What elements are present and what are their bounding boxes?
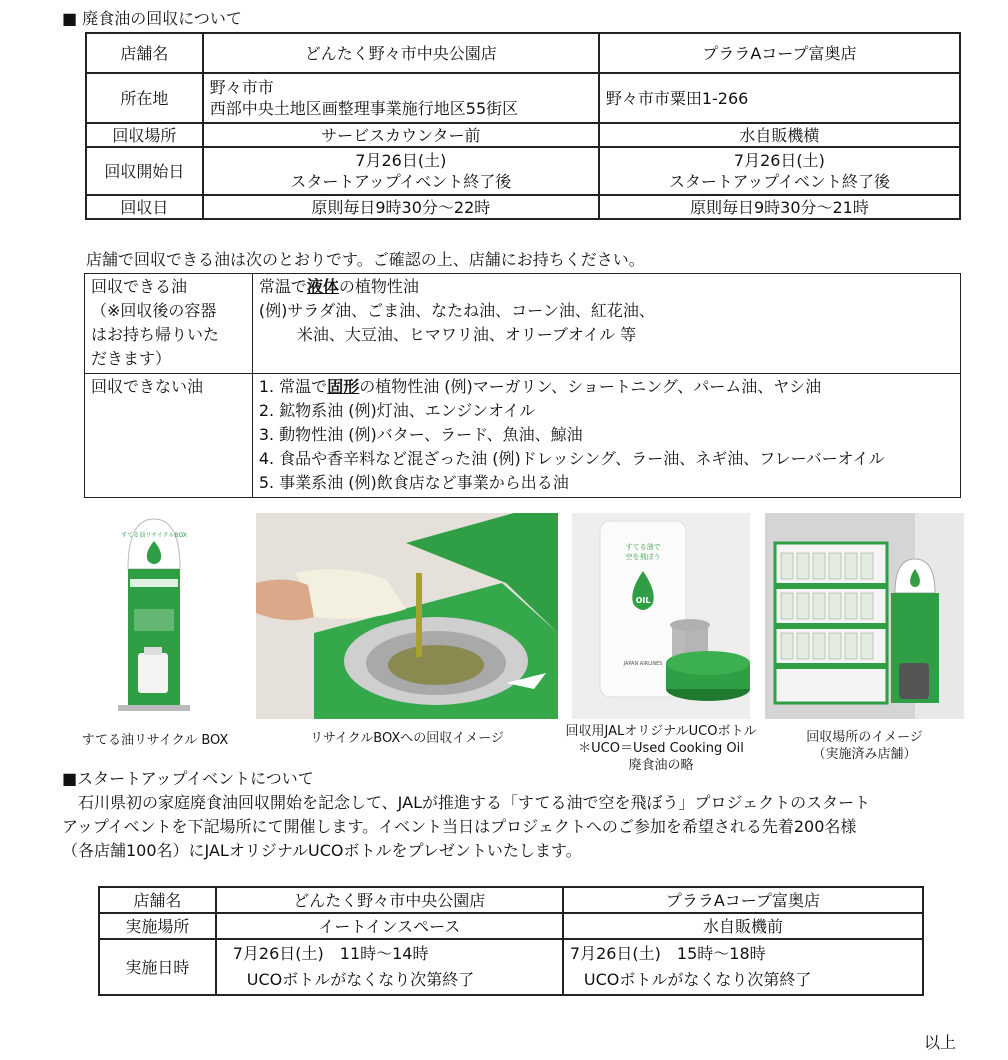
ng-line-5: 5. 事業系油 (例)飲食店など事業から出る油 xyxy=(258,473,569,492)
ng-line-1 xyxy=(259,375,954,399)
store-b-address: 野々市市粟田1-266 xyxy=(599,73,960,123)
caption-bottle-line3: 廃食油の略 xyxy=(628,758,694,773)
ok-label-line: （※回収後の容器 xyxy=(91,301,217,320)
ng-line-1-post: の植物性油 (例)マーガリン、ショートニング、パーム油、ヤシ油 xyxy=(359,377,822,396)
event-label-place: 実施場所 xyxy=(99,913,216,939)
event-store-b-date: 7月26日(土) 15時～18時 xyxy=(569,944,766,963)
ng-line-3: 3. 動物性油 (例)バター、ラード、魚油、鯨油 xyxy=(258,425,583,444)
store-a-location: サービスカウンター前 xyxy=(203,123,599,147)
store-b-start-note: スタートアップイベント終了後 xyxy=(668,172,890,191)
table-row xyxy=(99,939,923,995)
store-a-days: 原則毎日9時30分～22時 xyxy=(203,195,599,219)
event-label-datetime: 実施日時 xyxy=(99,939,216,995)
uco-bottle-image xyxy=(572,513,750,719)
caption-bottle xyxy=(548,723,774,774)
ok-line-1-pre: 常温で xyxy=(258,277,307,296)
bottle-oil-badge: OIL xyxy=(635,596,651,605)
event-description-line3: （各店舗100名）にJALオリジナルUCOボトルをプレゼントいたします。 xyxy=(62,841,582,860)
store-b-location: 水自販機横 xyxy=(599,123,960,147)
store-a-name: どんたく野々市中央公園店 xyxy=(203,33,599,73)
event-store-a-datetime xyxy=(216,939,563,995)
event-store-b-datetime xyxy=(563,939,923,995)
event-store-b-name: プララAコープ富奥店 xyxy=(563,887,923,913)
store-b-days: 原則毎日9時30分～21時 xyxy=(599,195,960,219)
ng-oil-label: 回収できない油 xyxy=(85,374,253,498)
ok-oil-label xyxy=(85,274,253,374)
bottle-text-2: 空を飛ぼう xyxy=(625,553,661,561)
ok-line-1 xyxy=(259,275,954,299)
table-row xyxy=(86,147,960,195)
event-store-a-date: 7月26日(土) 11時～14時 xyxy=(232,944,429,963)
event-store-a-place: イートインスペース xyxy=(216,913,563,939)
event-store-b-note: UCOボトルがなくなり次第終了 xyxy=(583,970,812,989)
event-store-a-note: UCOボトルがなくなり次第終了 xyxy=(246,970,475,989)
ok-line-3: 米油、大豆油、ヒマワリ油、オリーブオイル 等 xyxy=(296,325,637,344)
ng-line-1-emphasis: 固形 xyxy=(327,377,360,396)
table-row xyxy=(86,73,960,123)
ng-oil-content xyxy=(252,374,960,498)
ok-label-line: だきます） xyxy=(91,349,172,368)
collection-table xyxy=(85,32,961,220)
recycle-box-image xyxy=(104,513,202,719)
bottle-text-1: すてる油で xyxy=(625,543,661,551)
store-a-address-line2: 西部中央土地区画整理事業施行地区55街区 xyxy=(209,99,519,118)
store-a-start-note: スタートアップイベント終了後 xyxy=(290,172,512,191)
section-heading-startup-event: ■スタートアップイベントについて xyxy=(62,769,314,788)
caption-bottle-line2: ＊UCO＝Used Cooking Oil xyxy=(578,741,744,756)
table-row xyxy=(85,374,961,498)
ng-line-2: 2. 鉱物系油 (例)灯油、エンジンオイル xyxy=(258,401,536,420)
caption-location-line1: 回収場所のイメージ xyxy=(806,730,923,745)
ok-label-line: 回収できる油 xyxy=(91,277,188,296)
section-heading-oil-collection: ■ 廃食油の回収について xyxy=(62,9,242,28)
table-row xyxy=(99,913,923,939)
event-store-a-name: どんたく野々市中央公園店 xyxy=(216,887,563,913)
caption-pouring: リサイクルBOXへの回収イメージ xyxy=(310,731,504,746)
label-address: 所在地 xyxy=(86,73,203,123)
ok-oil-content xyxy=(252,274,960,374)
store-b-start xyxy=(599,147,960,195)
pouring-oil-image xyxy=(256,513,558,719)
event-description-line2: アップイベントを下記場所にて開催します。イベント当日はプロジェクトへのご参加を希望される先着200名様 xyxy=(62,817,857,836)
store-a-address xyxy=(203,73,599,123)
ok-line-1-post: の植物性油 xyxy=(338,277,419,296)
event-table xyxy=(98,886,924,996)
caption-location xyxy=(765,729,964,763)
oil-intro-text: 店舗で回収できる油は次のとおりです。ご確認の上、店舗にお持ちください。 xyxy=(86,250,645,269)
bottle-airline-text: JAPAN AIRLINES xyxy=(623,661,663,667)
ok-line-1-emphasis: 液体 xyxy=(306,277,339,296)
event-description xyxy=(62,791,992,863)
event-store-b-place: 水自販機前 xyxy=(563,913,923,939)
ok-label-line: はお持ち帰りいた xyxy=(91,325,220,344)
ng-line-4: 4. 食品や香辛料など混ざった油 (例)ドレッシング、ラー油、ネギ油、フレーバーオイル xyxy=(258,449,885,468)
closing-text: 以上 xyxy=(924,1033,957,1052)
table-row xyxy=(86,195,960,219)
caption-bottle-line1: 回収用JALオリジナルUCOボトル xyxy=(565,724,757,739)
store-b-start-date: 7月26日(土) xyxy=(733,151,825,170)
table-row xyxy=(86,33,960,73)
label-days: 回収日 xyxy=(86,195,203,219)
caption-recycle-box: すてる油リサイクル BOX xyxy=(81,733,229,748)
caption-location-line2: （実施済み店舗） xyxy=(812,747,917,762)
event-description-line1: 石川県初の家庭廃食油回収開始を記念して、JALが推進する「すてる油で空を飛ぼう」プロジェクトのスタート xyxy=(62,793,871,812)
table-row xyxy=(85,274,961,374)
ok-line-2: (例)サラダ油、ごま油、なたね油、コーン油、紅花油、 xyxy=(258,301,655,320)
store-a-start xyxy=(203,147,599,195)
table-row xyxy=(99,887,923,913)
store-location-image xyxy=(765,513,964,719)
store-a-start-date: 7月26日(土) xyxy=(355,151,447,170)
store-a-address-line1: 野々市市 xyxy=(209,78,274,97)
ng-line-1-pre: 1. 常温で xyxy=(258,377,328,396)
event-label-store: 店舗名 xyxy=(99,887,216,913)
label-store: 店舗名 xyxy=(86,33,203,73)
store-b-name: プララAコープ富奥店 xyxy=(599,33,960,73)
oil-type-table xyxy=(84,273,961,498)
box-sign-text: すてる油リサイクルBOX xyxy=(121,532,187,539)
label-location: 回収場所 xyxy=(86,123,203,147)
table-row xyxy=(86,123,960,147)
label-start-date: 回収開始日 xyxy=(86,147,203,195)
